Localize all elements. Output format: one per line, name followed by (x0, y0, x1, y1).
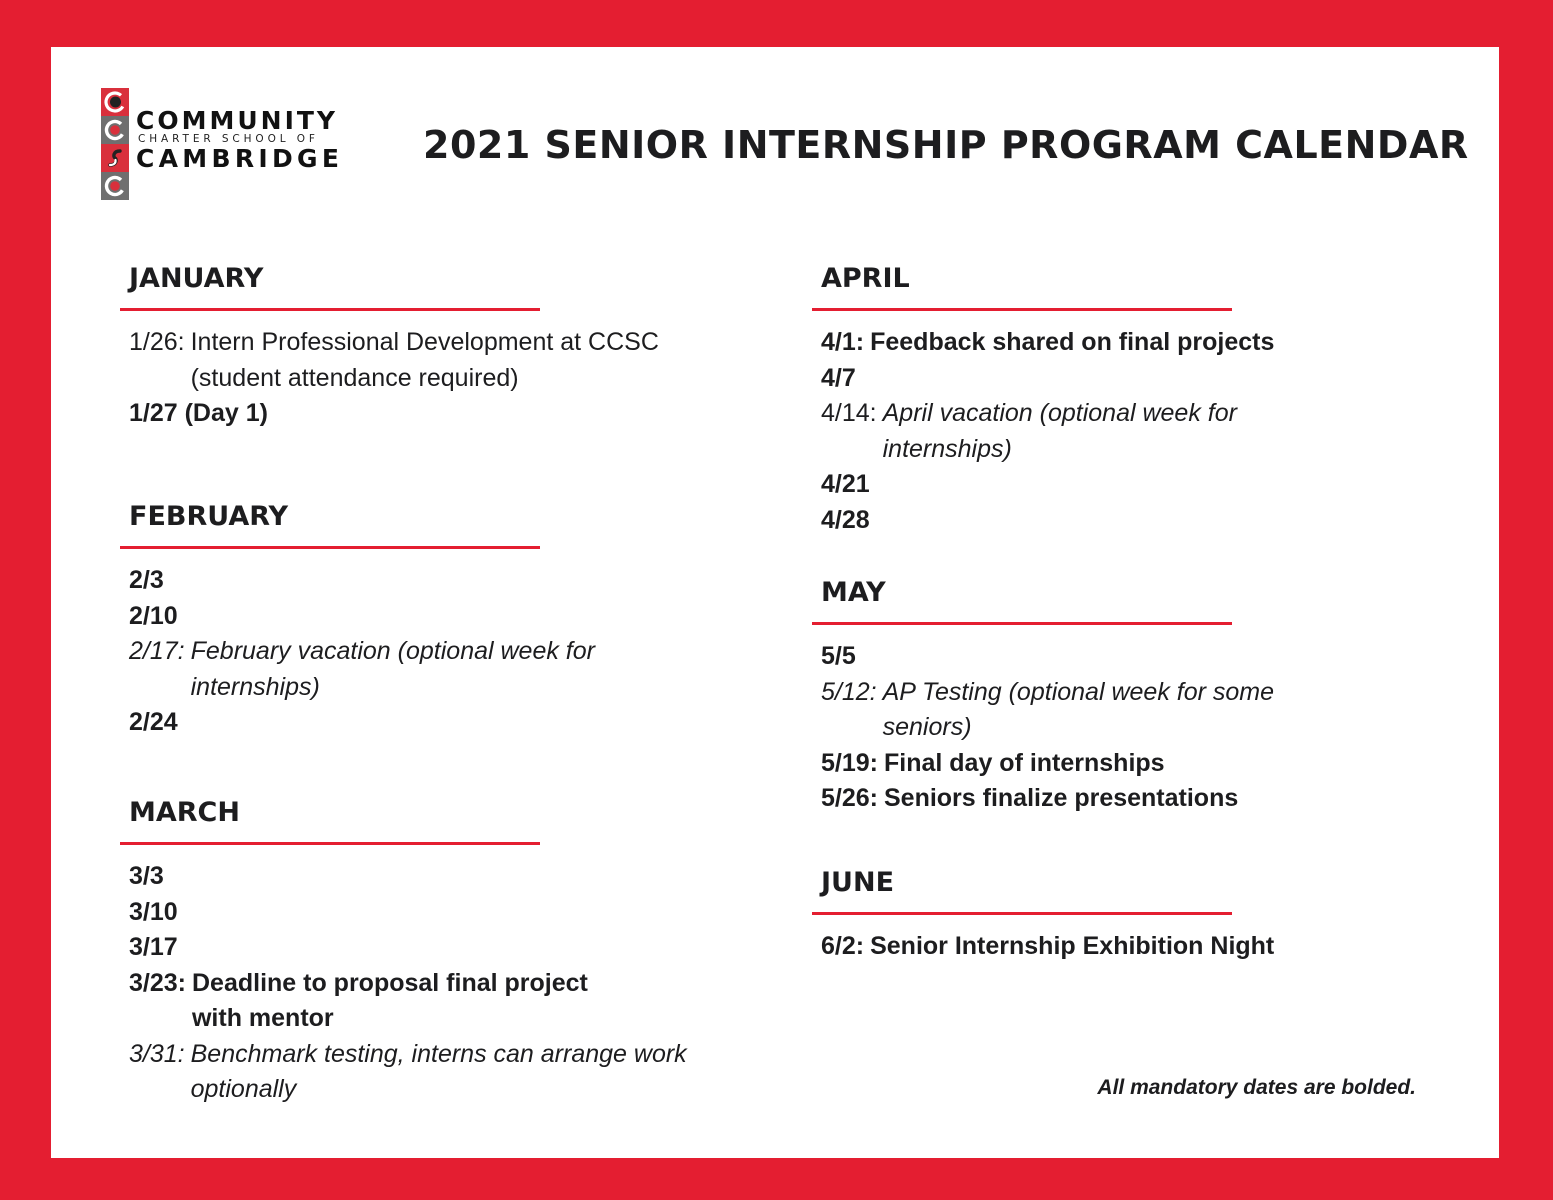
entry-description: Deadline to proposal final project with mentor (191, 968, 588, 1032)
month-section-may (812, 576, 1432, 817)
month-heading: APRIL (821, 263, 910, 294)
logo-c-dot-icon (101, 88, 129, 116)
entry-date: 4/28 (821, 505, 870, 534)
logo-line-cambridge: CAMBRIDGE (136, 144, 344, 173)
entry-description: Senior Internship Exhibition Night (870, 932, 1275, 960)
school-logo (101, 88, 361, 200)
calendar-entry (821, 781, 1432, 817)
month-divider (120, 546, 540, 549)
logo-wordmark (136, 108, 343, 172)
entry-date: 2/3 (129, 566, 164, 594)
entry-date: 2/17: (129, 637, 185, 665)
entry-date: 2/10 (129, 601, 178, 630)
entry-list (812, 325, 1432, 538)
calendar-entry (129, 1037, 740, 1108)
entry-description: Benchmark testing, interns can arrange work optionally (190, 1039, 687, 1103)
entry-date: 3/3 (129, 862, 164, 890)
entry-description: Final day of internships (883, 748, 1165, 777)
logo-line-community: COMMUNITY (136, 106, 339, 135)
entry-date: 3/10 (129, 897, 178, 926)
entry-date: 5/5 (821, 642, 856, 670)
mandatory-dates-note: All mandatory dates are bolded. (1097, 1076, 1416, 1099)
month-heading: MAY (821, 577, 886, 608)
month-section-january (120, 262, 740, 432)
entry-description: Intern Professional Development at CCSC (student attendance required) (190, 328, 659, 392)
calendar-entry (129, 325, 740, 396)
entry-date: 4/1: (821, 328, 865, 356)
calendar-entry (129, 966, 740, 1037)
calendar-entry (821, 929, 1432, 965)
entry-date: 1/27 (Day 1) (129, 399, 268, 427)
month-section-june (812, 866, 1432, 965)
entry-date: 4/14: (821, 399, 877, 427)
calendar-sheet (51, 47, 1499, 1158)
calendar-entry (821, 746, 1432, 782)
calendar-entry (129, 705, 740, 741)
entry-description: February vacation (optional week for internships) (190, 637, 595, 701)
calendar-entry (821, 361, 1432, 397)
entry-date: 3/17 (129, 933, 178, 961)
logo-emblem (101, 88, 129, 200)
entry-list (812, 929, 1432, 965)
entry-list (120, 325, 740, 432)
logo-c-icon (101, 172, 129, 200)
calendar-entry (129, 634, 740, 705)
logo-line-charter: CHARTER SCHOOL OF (138, 133, 319, 145)
entry-list (812, 639, 1432, 817)
entry-date: 3/31: (129, 1039, 185, 1068)
calendar-entry (821, 396, 1432, 467)
calendar-entry (129, 599, 740, 635)
month-divider (812, 308, 1232, 311)
month-divider (812, 622, 1232, 625)
calendar-entry (129, 859, 740, 895)
month-section-march (120, 796, 740, 1108)
entry-date: 4/7 (821, 363, 856, 392)
month-heading: MARCH (129, 797, 240, 828)
calendar-entry (129, 563, 740, 599)
entry-list (120, 859, 740, 1108)
entry-date: 5/12: (821, 677, 877, 706)
logo-c-icon (101, 116, 129, 144)
entry-date: 6/2: (821, 932, 865, 960)
entry-date: 3/23: (129, 968, 186, 997)
calendar-entry (821, 503, 1432, 539)
entry-description: AP Testing (optional week for some seniors) (882, 677, 1275, 741)
entry-description: Seniors finalize presentations (883, 784, 1239, 812)
entry-description: Feedback shared on final projects (870, 328, 1275, 356)
calendar-entry (129, 396, 740, 432)
month-section-february (120, 500, 740, 741)
entry-date: 1/26: (129, 328, 185, 356)
month-divider (120, 308, 540, 311)
month-heading: FEBRUARY (129, 501, 289, 532)
page-title: 2021 SENIOR INTERNSHIP PROGRAM CALENDAR (423, 123, 1469, 167)
month-divider (812, 912, 1232, 915)
logo-s-icon (101, 144, 129, 172)
calendar-entry (129, 930, 740, 966)
entry-date: 2/24 (129, 708, 178, 736)
entry-date: 4/21 (821, 470, 870, 498)
calendar-entry (821, 675, 1432, 746)
month-section-april (812, 262, 1432, 538)
entry-list (120, 563, 740, 741)
entry-description: April vacation (optional week for internships) (882, 399, 1237, 463)
calendar-entry (129, 895, 740, 931)
entry-date: 5/19: (821, 748, 878, 777)
calendar-entry (821, 467, 1432, 503)
month-heading: JUNE (821, 867, 895, 898)
calendar-entry (821, 639, 1432, 675)
calendar-entry (821, 325, 1432, 361)
month-divider (120, 842, 540, 845)
entry-date: 5/26: (821, 784, 878, 812)
month-heading: JANUARY (129, 263, 264, 294)
